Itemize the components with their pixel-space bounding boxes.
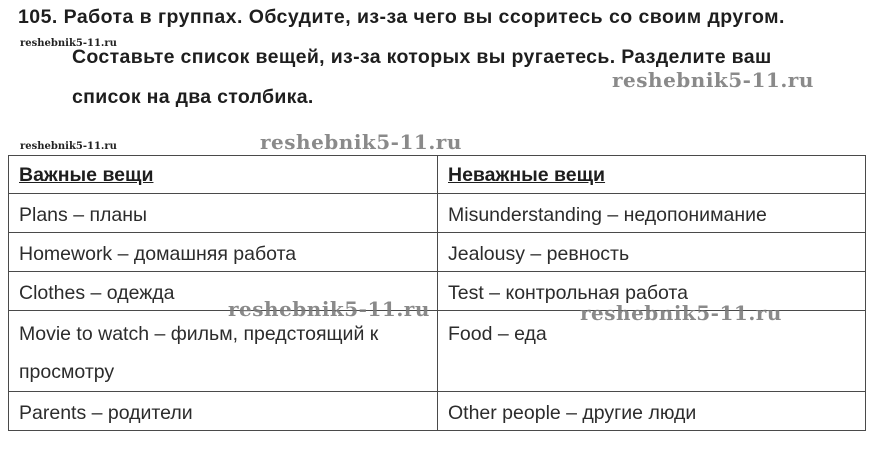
cell-unimportant: Food – еда [438,311,866,392]
cell-important: Plans – планы [9,194,438,233]
table-row [9,392,866,431]
watermark-large: reshebnik5-11.ru [260,130,462,154]
watermark-small: reshebnik5-11.ru [20,141,117,152]
task-line-3: список на два столбика. [72,86,314,108]
cell-important: Clothes – одежда [9,272,438,311]
task-line-1: 105. Работа в группах. Обсудите, из-за чего вы ссоритесь со своим другом. [18,6,785,28]
cell-unimportant: Test – контрольная работа [438,272,866,311]
cell-unimportant: Jealousy – ревность [438,233,866,272]
header-unimportant: Неважные вещи [438,156,866,194]
watermark-large: reshebnik5-11.ru [612,68,814,92]
table-row [9,233,866,272]
cell-important: Parents – родители [9,392,438,431]
cell-important: Movie to watch – фильм, предстоящий к просмотру [9,311,438,392]
task-line-2: Составьте список вещей, из-за которых вы ругаетесь. Разделите ваш [72,46,772,68]
things-table [8,155,866,431]
header-important: Важные вещи [9,156,438,194]
watermark-large: reshebnik5-11.ru [228,297,430,321]
table-row [9,194,866,233]
table-header-row [9,156,866,194]
watermark-large: reshebnik5-11.ru [580,301,782,325]
cell-unimportant: Misunderstanding – недопонимание [438,194,866,233]
watermark-small: reshebnik5-11.ru [20,38,117,49]
cell-unimportant: Other people – другие люди [438,392,866,431]
cell-important: Homework – домашняя работа [9,233,438,272]
